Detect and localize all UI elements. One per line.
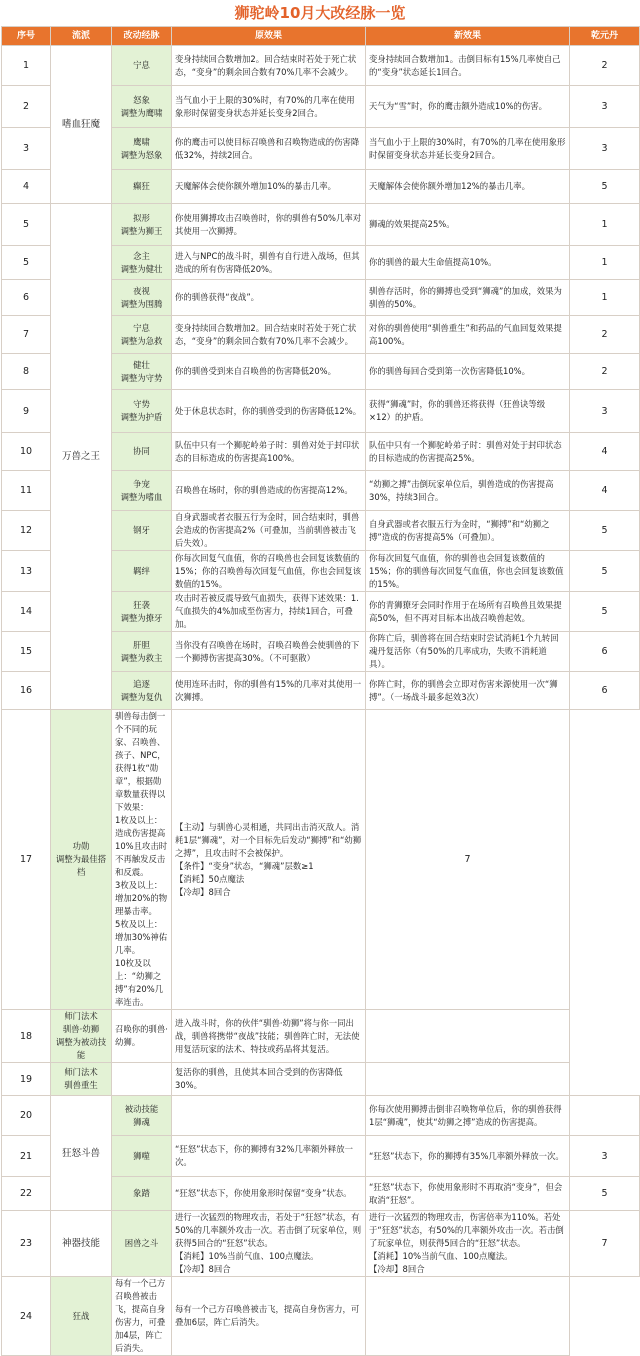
old-effect: 当气血小于上限的30%时，有70%的几率在使用象形时保留变身状态并延长变身2回合。 bbox=[172, 86, 366, 128]
new-effect: 狮魂的效果提高25%。 bbox=[366, 204, 570, 246]
new-effect: 天魔解体会使你额外增加12%的暴击几率。 bbox=[366, 170, 570, 204]
meridian-name: 追逐 调整为复仇 bbox=[112, 672, 172, 710]
old-effect: 天魔解体会使你额外增加10%的暴击几率。 bbox=[172, 170, 366, 204]
new-effect: 进入战斗时，你的伙伴“驯兽·幼狮”将与你一同出战，驯兽将携带“夜战”技能；驯兽阵亡时，无法使用复活玩家的法术、特技或药品将其复活。 bbox=[172, 1010, 366, 1063]
meridian-name: 师门法术 驯兽重生 bbox=[51, 1063, 112, 1096]
header-new-effect: 新效果 bbox=[366, 27, 570, 46]
school-cell: 狂怒斗兽 bbox=[51, 1096, 112, 1211]
new-effect: 进行一次猛烈的物理攻击，伤害倍率为110%。若处于“狂怒”状态，有50%的几率额外攻击一次。若击倒了玩家单位，则获得5回合的“狂怒”状态。 【消耗】10%当前气血、100点魔法。 【冷却】8回合 bbox=[366, 1211, 570, 1277]
table-row bbox=[2, 1277, 640, 1356]
meridian-name: 夜视 调整为围腾 bbox=[112, 280, 172, 316]
row-index: 2 bbox=[2, 86, 51, 128]
qianyuandan-cost: 5 bbox=[570, 1177, 640, 1211]
row-index: 3 bbox=[2, 128, 51, 170]
meridian-name: 羁绊 bbox=[112, 551, 172, 592]
old-effect: 你每次回复气血值，你的召唤兽也会回复该数值的15%；你的召唤兽每次回复气血值，你也会回复该数值的15%。 bbox=[172, 551, 366, 592]
qianyuandan-cost: 4 bbox=[570, 471, 640, 511]
row-index: 14 bbox=[2, 592, 51, 632]
row-index: 12 bbox=[2, 511, 51, 551]
header-old-effect: 原效果 bbox=[172, 27, 366, 46]
new-effect: 你每次回复气血值，你的驯兽也会回复该数值的15%；你的驯兽每次回复气血值，你也会回复该数值的15%。 bbox=[366, 551, 570, 592]
meridian-name: 怒象 调整为鹰啸 bbox=[112, 86, 172, 128]
table-row bbox=[2, 1063, 640, 1096]
meridian-name: 困兽之斗 bbox=[112, 1211, 172, 1277]
row-index: 11 bbox=[2, 471, 51, 511]
meridian-name: 师门法术 驯兽·幼狮 调整为被动技能 bbox=[51, 1010, 112, 1063]
new-effect: 复活你的驯兽，且使其本回合受到的伤害降低30%。 bbox=[172, 1063, 366, 1096]
new-effect: 获得“狮魂”时，你的驯兽还将获得（狂兽诀等级×12）的护盾。 bbox=[366, 390, 570, 433]
new-effect: 你每次使用狮搏击倒非召唤物单位后，你的驯兽获得1层“狮魂”，使其“幼狮之搏”造成的伤害提高。 bbox=[366, 1096, 570, 1136]
old-effect: 你的驯兽获得“夜战”。 bbox=[172, 280, 366, 316]
meridian-name: 协同 bbox=[112, 433, 172, 471]
row-index: 5 bbox=[2, 246, 51, 280]
school-cell: 万兽之王 bbox=[51, 204, 112, 710]
qianyuandan-cost: 5 bbox=[570, 592, 640, 632]
old-effect: 召唤你的驯兽·幼狮。 bbox=[112, 1010, 172, 1063]
qianyuandan-cost: 2 bbox=[570, 354, 640, 390]
header-meridian: 改动经脉 bbox=[112, 27, 172, 46]
qianyuandan-cost: 5 bbox=[570, 551, 640, 592]
new-effect: 对你的驯兽使用“驯兽重生”和药品的气血回复效果提高100%。 bbox=[366, 316, 570, 354]
old-effect: 你使用狮搏攻击召唤兽时，你的驯兽有50%几率对其使用一次狮搏。 bbox=[172, 204, 366, 246]
qianyuandan-cost: 4 bbox=[570, 433, 640, 471]
meridian-name: 癫狂 bbox=[112, 170, 172, 204]
row-index: 19 bbox=[2, 1063, 51, 1096]
qianyuandan-cost: 1 bbox=[570, 204, 640, 246]
old-effect: 你的驯兽受到来自召唤兽的伤害降低20%。 bbox=[172, 354, 366, 390]
qianyuandan-cost: 7 bbox=[570, 1211, 640, 1277]
old-effect: “狂怒”状态下，你使用象形时保留“变身”状态。 bbox=[172, 1177, 366, 1211]
meridian-name: 宁息 调整为急救 bbox=[112, 316, 172, 354]
row-index: 13 bbox=[2, 551, 51, 592]
qianyuandan-cost bbox=[366, 1010, 570, 1063]
new-effect: 你的驯兽的最大生命值提高10%。 bbox=[366, 246, 570, 280]
old-effect: 你的鹰击可以使目标召唤兽和召唤物造成的伤害降低32%，持续2回合。 bbox=[172, 128, 366, 170]
table-row bbox=[2, 204, 640, 246]
table-row bbox=[2, 710, 640, 1010]
qianyuandan-cost: 2 bbox=[570, 46, 640, 86]
new-effect: 自身武器或者衣服五行为金时，“狮搏”和“幼狮之搏”造成的伤害提高5%（可叠加）。 bbox=[366, 511, 570, 551]
row-index: 8 bbox=[2, 354, 51, 390]
old-effect: 变身持续回合数增加2。回合结束时若处于死亡状态，“变身”的剩余回合数有70%几率不会减少。 bbox=[172, 316, 366, 354]
header-index: 序号 bbox=[2, 27, 51, 46]
qianyuandan-cost bbox=[366, 1063, 570, 1096]
old-effect: 进行一次猛烈的物理攻击，若处于“狂怒”状态，有50%的几率额外攻击一次。若击倒了玩家单位，则获得5回合的“狂怒”状态。 【消耗】10%当前气血、100点魔法。 【冷却】8回合 bbox=[172, 1211, 366, 1277]
row-index: 16 bbox=[2, 672, 51, 710]
row-index: 24 bbox=[2, 1277, 51, 1356]
meridian-name: 拟形 调整为狮王 bbox=[112, 204, 172, 246]
qianyuandan-cost: 6 bbox=[570, 672, 640, 710]
school-cell: 神器技能 bbox=[51, 1211, 112, 1277]
old-effect: “狂怒”状态下，你的狮搏有32%几率额外释放一次。 bbox=[172, 1136, 366, 1177]
old-effect: 召唤兽在场时，你的驯兽造成的伤害提高12%。 bbox=[172, 471, 366, 511]
qianyuandan-cost: 2 bbox=[570, 316, 640, 354]
meridian-name: 钢牙 bbox=[112, 511, 172, 551]
qianyuandan-cost: 3 bbox=[570, 1136, 640, 1177]
header-school: 流派 bbox=[51, 27, 112, 46]
old-effect: 当你没有召唤兽在场时，召唤召唤兽会使驯兽的下一个狮搏伤害提高30%。（不可驱散） bbox=[172, 632, 366, 672]
row-index: 7 bbox=[2, 316, 51, 354]
old-effect: 变身持续回合数增加2。回合结束时若处于死亡状态，“变身”的剩余回合数有70%几率不会减少。 bbox=[172, 46, 366, 86]
qianyuandan-cost: 3 bbox=[570, 128, 640, 170]
qianyuandan-cost bbox=[366, 1277, 570, 1356]
meridian-name: 健壮 调整为守势 bbox=[112, 354, 172, 390]
row-index: 1 bbox=[2, 46, 51, 86]
meridian-name: 狂袭 调整为撩牙 bbox=[112, 592, 172, 632]
row-index: 6 bbox=[2, 280, 51, 316]
old-effect: 每有一个己方召唤兽被击飞，提高自身伤害力，可叠加4层，阵亡后消失。 bbox=[112, 1277, 172, 1356]
new-effect: 变身持续回合数增加1。击倒目标有15%几率使自己的“变身”状态延长1回合。 bbox=[366, 46, 570, 86]
meridian-name: 象踏 bbox=[112, 1177, 172, 1211]
meridian-name: 狮噬 bbox=[112, 1136, 172, 1177]
row-index: 9 bbox=[2, 390, 51, 433]
old-effect: 攻击时若被反震导致气血损失，获得下述效果：1.气血损失的4%加成至伤害力，持续1回合，可叠加。 bbox=[172, 592, 366, 632]
meridian-name: 鹰啸 调整为怒象 bbox=[112, 128, 172, 170]
old-effect: 自身武器或者衣服五行为金时，回合结束时，驯兽会造成的伤害提高2%（可叠加，当前驯兽被击飞后失效）。 bbox=[172, 511, 366, 551]
new-effect: 当气血小于上限的30%时，有70%的几率在使用象形时保留变身状态并延长变身2回合。 bbox=[366, 128, 570, 170]
school-cell: 嗜血狂魔 bbox=[51, 46, 112, 204]
old-effect: 使用连环击时，你的驯兽有15%的几率对其使用一次狮搏。 bbox=[172, 672, 366, 710]
qianyuandan-cost: 7 bbox=[366, 710, 570, 1010]
meridian-name: 念主 调整为健壮 bbox=[112, 246, 172, 280]
old-effect: 进入与NPC的战斗时，驯兽有自行进入战场，但其造成的所有伤害降低20%。 bbox=[172, 246, 366, 280]
row-index: 5 bbox=[2, 204, 51, 246]
new-effect: 每有一个己方召唤兽被击飞，提高自身伤害力，可叠加6层，阵亡后消失。 bbox=[172, 1277, 366, 1356]
table-row bbox=[2, 1096, 640, 1136]
new-effect: 队伍中只有一个狮驼岭弟子时：驯兽对处于封印状态的目标造成的伤害提高25%。 bbox=[366, 433, 570, 471]
new-effect: “狂怒”状态下，你使用象形时不再取消“变身”，但会取消“狂怒”。 bbox=[366, 1177, 570, 1211]
row-index: 20 bbox=[2, 1096, 51, 1136]
row-index: 18 bbox=[2, 1010, 51, 1063]
old-effect bbox=[172, 1096, 366, 1136]
table-header-row bbox=[2, 27, 640, 46]
row-index: 15 bbox=[2, 632, 51, 672]
new-effect: 你阵亡后，驯兽将在回合结束时尝试消耗1个九转回魂丹复活你（有50%的几率成功，失败不消耗道具）。 bbox=[366, 632, 570, 672]
table-row bbox=[2, 1211, 640, 1277]
row-index: 10 bbox=[2, 433, 51, 471]
old-effect: 驯兽每击倒一个不同的玩家、召唤兽、孩子、NPC，获得1枚“勋章”，根据勋章数量获得以下效果： 1枚及以上：造成伤害提高10%且攻击时不再触发反击和反震。 3枚及以上：增加20%的物理暴击率。 5枚及以上：增加30%神佑几率。 10枚及以上：“幼狮之搏”有20%几率连击。 bbox=[112, 710, 172, 1010]
qianyuandan-cost: 6 bbox=[570, 632, 640, 672]
qianyuandan-cost: 5 bbox=[570, 170, 640, 204]
meridian-name: 宁息 bbox=[112, 46, 172, 86]
new-effect: 你阵亡时，你的驯兽会立即对伤害来源使用一次“狮搏”。（一场战斗最多起效3次） bbox=[366, 672, 570, 710]
meridian-name: 狂战 bbox=[51, 1277, 112, 1356]
old-effect bbox=[112, 1063, 172, 1096]
old-effect: 队伍中只有一个狮驼岭弟子时：驯兽对处于封印状态的目标造成的伤害提高100%。 bbox=[172, 433, 366, 471]
meridian-name: 守势 调整为护盾 bbox=[112, 390, 172, 433]
new-effect: 【主动】与驯兽心灵相通，共同出击消灭敌人。消耗1层“狮魂”，对一个目标先后发动“狮搏”和“幼狮之搏”，且攻击时不会被保护。 【条件】“变身”状态，“狮魂”层数≥1 【消耗】50点魔法 【冷却】8回合 bbox=[172, 710, 366, 1010]
new-effect: 你的青狮獠牙会同时作用于在场所有召唤兽且效果提高50%，但不再对目标本出战召唤兽起效。 bbox=[366, 592, 570, 632]
meridian-name: 肝胆 调整为救主 bbox=[112, 632, 172, 672]
qianyuandan-cost: 3 bbox=[570, 390, 640, 433]
qianyuandan-cost: 5 bbox=[570, 511, 640, 551]
old-effect: 处于休息状态时，你的驯兽受到的伤害降低12%。 bbox=[172, 390, 366, 433]
meridian-name: 功勋 调整为最佳搭档 bbox=[51, 710, 112, 1010]
header-qianyuandan: 乾元丹 bbox=[570, 27, 640, 46]
meridian-name: 争宠 调整为嗜血 bbox=[112, 471, 172, 511]
new-effect: 你的驯兽每回合受到第一次伤害降低10%。 bbox=[366, 354, 570, 390]
meridian-table bbox=[1, 26, 640, 1356]
row-index: 21 bbox=[2, 1136, 51, 1177]
row-index: 23 bbox=[2, 1211, 51, 1277]
new-effect: 驯兽存活时，你的狮搏也受到“狮魂”的加成，效果为驯兽的50%。 bbox=[366, 280, 570, 316]
new-effect: “狂怒”状态下，你的狮搏有35%几率额外释放一次。 bbox=[366, 1136, 570, 1177]
table-row bbox=[2, 46, 640, 86]
page-title: 狮驼岭10月大改经脉一览 bbox=[234, 4, 406, 22]
new-effect: 天气为“雪”时，你的鹰击额外造成10%的伤害。 bbox=[366, 86, 570, 128]
table-row bbox=[2, 1010, 640, 1063]
qianyuandan-cost bbox=[570, 1096, 640, 1136]
qianyuandan-cost: 1 bbox=[570, 246, 640, 280]
row-index: 4 bbox=[2, 170, 51, 204]
new-effect: “幼狮之搏”击倒玩家单位后，驯兽造成的伤害提高30%，持续3回合。 bbox=[366, 471, 570, 511]
qianyuandan-cost: 3 bbox=[570, 86, 640, 128]
qianyuandan-cost: 1 bbox=[570, 280, 640, 316]
meridian-name: 被动技能 狮魂 bbox=[112, 1096, 172, 1136]
row-index: 17 bbox=[2, 710, 51, 1010]
row-index: 22 bbox=[2, 1177, 51, 1211]
